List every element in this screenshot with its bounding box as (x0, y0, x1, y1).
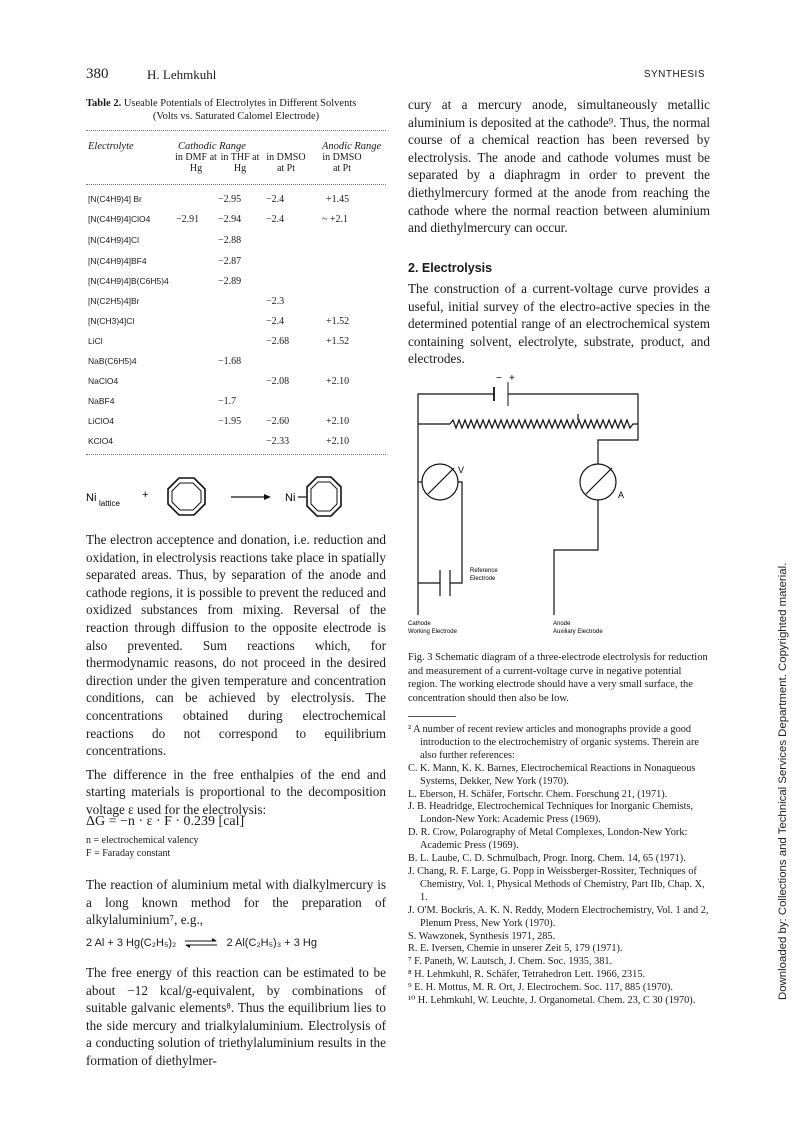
cell-electrolyte: NaBF4 (88, 396, 115, 406)
cell-thf: −2.89 (218, 276, 242, 287)
ammeter-label: A (618, 490, 625, 500)
footnote: L. Eberson, H. Schäfer, Fortschr. Chem. Forschung 21, (1971). (408, 788, 668, 800)
cell-dmso: −2.3 (266, 296, 285, 307)
footnotes (408, 724, 710, 1008)
table-rule-bottom (86, 454, 386, 455)
equilibrium-arrow-icon (183, 937, 219, 949)
subheader-dmso-anodic: in DMSO at Pt (322, 152, 362, 174)
voltmeter-label: V (458, 465, 465, 475)
reaction-reactants: 2 Al + 3 Hg(C₂H₅)₂ (86, 937, 177, 949)
subheader-dmf: in DMF at Hg (175, 152, 217, 174)
cell-electrolyte: LiCl (88, 336, 103, 346)
cell-electrolyte: [N(C4H9)4]Cl (88, 235, 140, 245)
cell-anodic: +2.10 (326, 416, 350, 427)
header-cathodic: Cathodic Range (178, 141, 246, 152)
auxiliary-electrode-label: Auxiliary Electrode (553, 629, 603, 635)
cell-dmso: −2.4 (266, 214, 285, 225)
ni-lattice-label: Ni (86, 492, 97, 504)
plus-sign: + (142, 489, 149, 501)
table-caption (86, 98, 386, 123)
table-row (86, 194, 386, 214)
table-subtitle: (Volts vs. Saturated Calomel Electrode) (152, 110, 320, 122)
cell-anodic: +1.52 (326, 336, 350, 347)
cell-electrolyte: LiClO4 (88, 416, 114, 426)
footnote: J. Chang, R. F. Large, G. Popp in Weissberger-Rossiter, Techniques of Chemistry, Vol. 1, Physical Methods of Chemistry, Part IIb, Chap. X, 1. (408, 865, 705, 903)
header-anodic: Anodic Range (322, 141, 382, 152)
cell-thf: −2.94 (218, 214, 242, 225)
paragraph: The difference in the free enthalpies of the end and starting materials is proportional to the decomposition voltage ε used for the electrolysis: (86, 766, 386, 817)
cell-dmso: −2.60 (266, 416, 290, 427)
cell-electrolyte: [N(C2H5)4]Br (88, 296, 140, 306)
table-row (86, 356, 386, 376)
table-row (86, 376, 386, 396)
cell-dmso: −2.68 (266, 336, 290, 347)
potentials-table (86, 128, 386, 458)
cyclooctatetraene-icon (168, 478, 205, 515)
cell-dmso: −2.4 (266, 194, 285, 205)
table-row (86, 235, 386, 255)
cell-electrolyte: KClO4 (88, 436, 114, 446)
table-row (86, 276, 386, 296)
definition-f: F = Faraday constant (86, 848, 171, 859)
table-rule-mid (86, 184, 386, 185)
three-electrode-circuit-diagram (408, 370, 718, 645)
cell-dmf: −2.91 (176, 214, 200, 225)
footnote: R. E. Iversen, Chemie in unserer Zeit 5, 179 (1971). (408, 943, 623, 955)
cell-electrolyte: [N(CH3)4]Cl (88, 316, 135, 326)
footnote: D. R. Crow, Polarography of Metal Complexes, London-New York: Academic Press (1969). (408, 827, 688, 852)
table-row (86, 436, 386, 456)
working-electrode-label: Working Electrode (408, 629, 457, 635)
section-heading: 2. Electrolysis (408, 261, 493, 275)
table-row (86, 256, 386, 276)
footnote: J. B. Headridge, Electrochemical Techniques for Inorganic Chemists, London-New York: Academic Press (1969). (408, 801, 694, 826)
page-number: 380 (86, 66, 109, 82)
cell-dmso: −2.33 (266, 436, 290, 447)
cell-electrolyte: [N(C4H9)4]BF4 (88, 256, 147, 266)
running-author: H. Lehmkuhl (147, 67, 217, 82)
journal-name: SYNTHESIS (643, 69, 705, 80)
cell-thf: −2.87 (218, 256, 242, 267)
footnote: ¹⁰ H. Lehmkuhl, W. Leuchte, J. Organometal. Chem. 23, C 30 (1970). (408, 995, 696, 1007)
footnote: S. Wawzonek, Synthesis 1971, 285. (408, 930, 556, 942)
reference-label: Reference (470, 568, 498, 574)
cell-thf: −1.95 (218, 416, 242, 427)
cell-anodic: +2.10 (326, 436, 350, 447)
cell-anodic: +1.45 (326, 194, 350, 205)
cell-thf: −2.88 (218, 235, 242, 246)
free-energy-formula: ΔG = −n · ε · F · 0.239 [cal] (86, 814, 245, 829)
battery-minus: − (496, 373, 502, 384)
cell-anodic: +1.52 (326, 316, 350, 327)
footnote: ⁷ F. Paneth, W. Lautsch, J. Chem. Soc. 1935, 381. (408, 956, 613, 968)
table-rule-top (86, 130, 386, 131)
cell-electrolyte: NaB(C6H5)4 (88, 356, 137, 366)
footnote: ⁹ E. H. Mottus, M. R. Ort, J. Electrochem. Soc. 117, 885 (1970). (408, 982, 673, 994)
cell-electrolyte: [N(C4H9)4]ClO4 (88, 214, 151, 224)
footnote: J. O'M. Bockris, A. K. N. Reddy, Modern Electrochemistry, Vol. 1 and 2, Plenum Press, New York (1970). (408, 904, 709, 929)
subheader-dmso: in DMSO at Pt (266, 152, 306, 174)
cell-thf: −1.68 (218, 356, 242, 367)
footnote: ⁸ H. Lehmkuhl, R. Schäfer, Tetrahedron Lett. 1966, 2315. (408, 969, 646, 981)
reference-electrode-label: Electrode (470, 576, 496, 582)
cell-electrolyte: NaClO4 (88, 376, 119, 386)
table-label: Table 2. (86, 98, 122, 109)
potentiometer-resistor (450, 420, 638, 428)
table-row (86, 296, 386, 316)
table-row (86, 396, 386, 416)
subheader-thf: in THF at Hg (220, 152, 260, 174)
download-notice: Downloaded by: Collections and Technical Services Department. Copyrighted material. (777, 562, 789, 1000)
cell-anodic: +2.10 (326, 376, 350, 387)
paragraph: The electron acceptence and donation, i.e. reduction and oxidation, in electrolysis reactions take place in spatially separated areas. Thus, by separation of the anode and cathode regions, it is possible to prevent the reduced and oxidized substances from mixing. Reversal of the reaction through diffusion to the opposite electrode is also prevented. Sum reactions which, for thermodynamic reasons, do not proceed in the desired direction under the given temperature and concentration conditions, can be achieved by electrolysis. The concentrations obtained during electrochemical reactions do not correspond to equilibrium concentrations. (86, 532, 386, 759)
ni-complex-label: Ni (285, 492, 296, 504)
table-row (86, 336, 386, 356)
anode-label: Anode (553, 621, 571, 627)
aluminium-reaction (86, 937, 386, 949)
footnote: ² A number of recent review articles and monographs provide a good introduction to the electrochemistry of organic systems. Therein are also further references: (408, 724, 699, 761)
definition-n: n = electrochemical valency (86, 835, 199, 846)
footnote: C. K. Mann, K. K. Barnes, Electrochemical Reactions in Nonaqueous Systems, Dekker, New York (1970). (408, 762, 696, 787)
reaction-arrow-icon (231, 494, 271, 500)
cathode-label: Cathode (408, 621, 431, 627)
cell-thf: −1.7 (218, 396, 237, 407)
paragraph: cury at a mercury anode, simultaneously metallic aluminium is deposited at the cathode⁹. Thus, the normal course of a chemical reaction has been reversed by electrolysis. The anode and cathode volumes must be separated by a diaphragm in order to prevent the diethylmercury formed at the anode from reaching the cathode where the normal reaction between aluminium and diethylmercury can occur. (408, 97, 710, 236)
footnote: B. L. Laube, C. D. Schmulbach, Progr. Inorg. Chem. 14, 65 (1971). (408, 853, 686, 865)
paragraph: The free energy of this reaction can be estimated to be about −12 kcal/g-equivalent, by combinations of suitable galvanic elements⁸. Thus the equilibrium lies to the side mercury and trialkylaluminium. Electrolysis of a conducting solution of triethylaluminium results in the formation of diethylmer- (86, 965, 386, 1068)
cell-electrolyte: [N(C4H9)4] Br (88, 194, 142, 204)
table-row (86, 316, 386, 336)
paragraph: The construction of a current-voltage curve provides a useful, initial survey of the electro-active species in the determined potential range of an electrochemical system containing solvent, electrolyte, substrate, product, and electrodes. (408, 281, 710, 367)
battery-plus: + (509, 373, 515, 384)
lattice-subscript: lattice (99, 499, 120, 508)
cell-thf: −2.95 (218, 194, 242, 205)
cell-electrolyte: [N(C4H9)4]B(C6H5)4 (88, 276, 169, 286)
cell-dmso: −2.4 (266, 316, 285, 327)
footnote-rule (408, 716, 456, 717)
cell-anodic: ~ +2.1 (322, 214, 349, 225)
header-electrolyte: Electrolyte (88, 141, 134, 152)
figure-caption: Fig. 3 Schematic diagram of a three-electrode electrolysis for reduction and measurement of a current-voltage curve in negative potential region. The working electrode should have a very small surface, the concentration should then also be low. (408, 652, 708, 704)
table-row (86, 214, 386, 234)
ni-cot-complex-icon (307, 477, 341, 516)
left-column-text (86, 531, 386, 822)
cell-dmso: −2.08 (266, 376, 290, 387)
reaction-products: 2 Al(C₂H₅)₃ + 3 Hg (226, 937, 317, 949)
ni-cot-scheme (86, 468, 386, 524)
table-title: Useable Potentials of Electrolytes in Different Solvents (123, 98, 357, 109)
paragraph: The reaction of aluminium metal with dialkylmercury is a long known method for the preparation of alkylaluminium⁷, e.g., (86, 877, 386, 928)
table-row (86, 416, 386, 436)
